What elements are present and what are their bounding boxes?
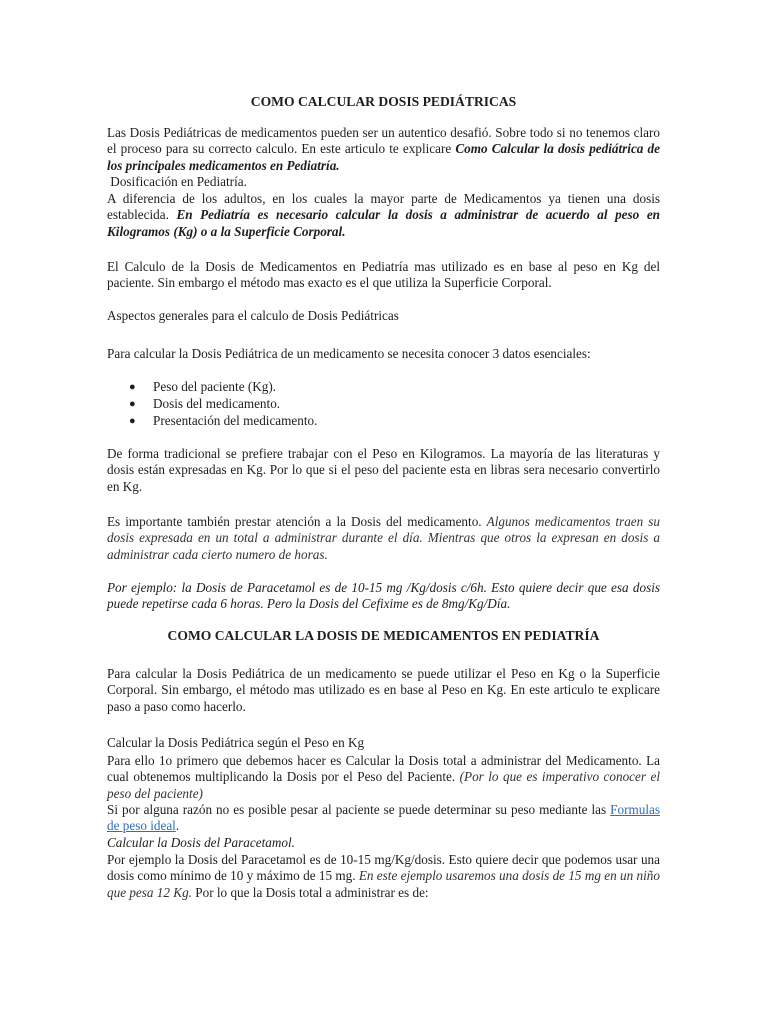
intro-emphasis: Como Calcular la dosis pediátrica de los principales medicamentos en Pediatría. <box>107 141 660 173</box>
list-item: ● Peso del paciente (Kg). <box>129 379 277 394</box>
paragraph-calculo-peso: El Calculo de la Dosis de Medicamentos en Pediatría mas utilizado es en base al peso en Kg del paciente. Sin embargo el método mas exacto es el que utiliza la Superficie Corporal. <box>107 259 660 291</box>
bullet-icon: ● <box>129 415 136 427</box>
bullet-icon: ● <box>129 381 136 393</box>
paragraph-ejemplo-12kg: Por ejemplo la Dosis del Paracetamol es de 10-15 mg/Kg/dosis. Esto quiere decir que podemos usar una dosis como mínimo de 10 y máximo de 15 mg. En este ejemplo usaremos una dosis de 15 mg en un niño que pesa 12 Kg. Por lo que la Dosis total a administrar es de: <box>107 852 660 900</box>
heading-como-calcular-dosis: COMO CALCULAR DOSIS PEDIÁTRICAS <box>250 94 517 109</box>
atencion-italic: Algunos medicamentos traen su dosis expresada en un total a administrar durante el día. Mientras que otros la expresan en dosis a administrar cada cierto numero de horas. <box>107 514 660 562</box>
adultos-emphasis: En Pediatría es necesario calcular la dosis a administrar de acuerdo al peso en Kilogramos (Kg) o a la Superficie Corporal. <box>107 207 661 239</box>
bullet-list <box>107 379 660 430</box>
heading-dosis-medicamentos: COMO CALCULAR LA DOSIS DE MEDICAMENTOS EN PEDIATRÍA <box>167 628 600 643</box>
paragraph-kilogramos: De forma tradicional se prefiere trabajar con el Peso en Kilogramos. La mayoría de las literaturas y dosis están expresadas en Kg. Por lo que si el peso del paciente esta en libras sera necesario convertirlo en Kg. <box>107 446 660 494</box>
list-item: ● Dosis del medicamento. <box>129 396 281 411</box>
dosis-total-text: Para ello 1o primero que debemos hacer es Calcular la Dosis total a administrar del Medicamento. La cual obtenemos multiplicando la Dosis por el Peso del Paciente. <box>107 753 660 785</box>
peso-ideal-text: Si por alguna razón no es posible pesar al paciente se puede determinar su peso mediante las <box>107 802 611 817</box>
dosis-total-italic: (Por lo que es imperativo conocer el peso del paciente) <box>107 769 660 801</box>
paragraph-peso-superficie: Para calcular la Dosis Pediátrica de un medicamento se puede utilizar el Peso en Kg o la Superficie Corporal. Sin embargo, el método mas utilizado es en base al Peso en Kg. En este articulo te explicare paso a paso como hacerlo. <box>107 666 660 714</box>
subheading-dosis-paracetamol: Calcular la Dosis del Paracetamol. <box>107 835 295 850</box>
subheading-aspectos: Aspectos generales para el calculo de Dosis Pediátricas <box>107 308 399 323</box>
paragraph-atencion-dosis <box>107 514 660 563</box>
formulas-peso-ideal-link[interactable]: Formulas de peso ideal <box>107 802 660 834</box>
paragraph-datos-esenciales: Para calcular la Dosis Pediátrica de un medicamento se necesita conocer 3 datos esenciales: <box>107 346 591 361</box>
paragraph-dosis-total <box>107 753 660 802</box>
ejemplo-text: Por ejemplo la Dosis del Paracetamol es de 10-15 mg/Kg/dosis. Esto quiere decir que podemos usar una dosis como mínimo de 10 y máximo de 15 mg. <box>107 852 660 884</box>
paragraph-adultos <box>107 191 660 240</box>
ejemplo-italic: En este ejemplo usaremos una dosis de 15 mg en un niño que pesa 12 Kg. <box>107 868 660 900</box>
paragraph-peso-ideal: Si por alguna razón no es posible pesar al paciente se puede determinar su peso mediante las Formulas de peso ideal. <box>107 802 660 834</box>
list-item: ● Presentación del medicamento. <box>129 413 318 428</box>
bullet-icon: ● <box>129 398 136 410</box>
atencion-text: Es importante también prestar atención a la Dosis del medicamento. <box>107 514 487 529</box>
adultos-text: A diferencia de los adultos, en los cuales la mayor parte de Medicamentos ya tienen una dosis establecida. <box>107 191 660 223</box>
paragraph-intro <box>107 125 660 174</box>
subheading-segun-peso: Calcular la Dosis Pediátrica según el Peso en Kg <box>107 735 365 750</box>
paragraph-ejemplo-paracetamol: Por ejemplo: la Dosis de Paracetamol es de 10-15 mg /Kg/dosis c/6h. Esto quiere decir que esa dosis puede repetirse cada 6 horas. Pero la Dosis del Cefixime es de 8mg/Kg/Día. <box>107 580 660 612</box>
subheading-dosificacion: Dosificación en Pediatría. <box>107 174 247 189</box>
intro-text: Las Dosis Pediátricas de medicamentos pueden ser un autentico desafió. Sobre todo si no tenemos claro el proceso para su correcto calculo. En este articulo te explicare <box>107 125 660 157</box>
